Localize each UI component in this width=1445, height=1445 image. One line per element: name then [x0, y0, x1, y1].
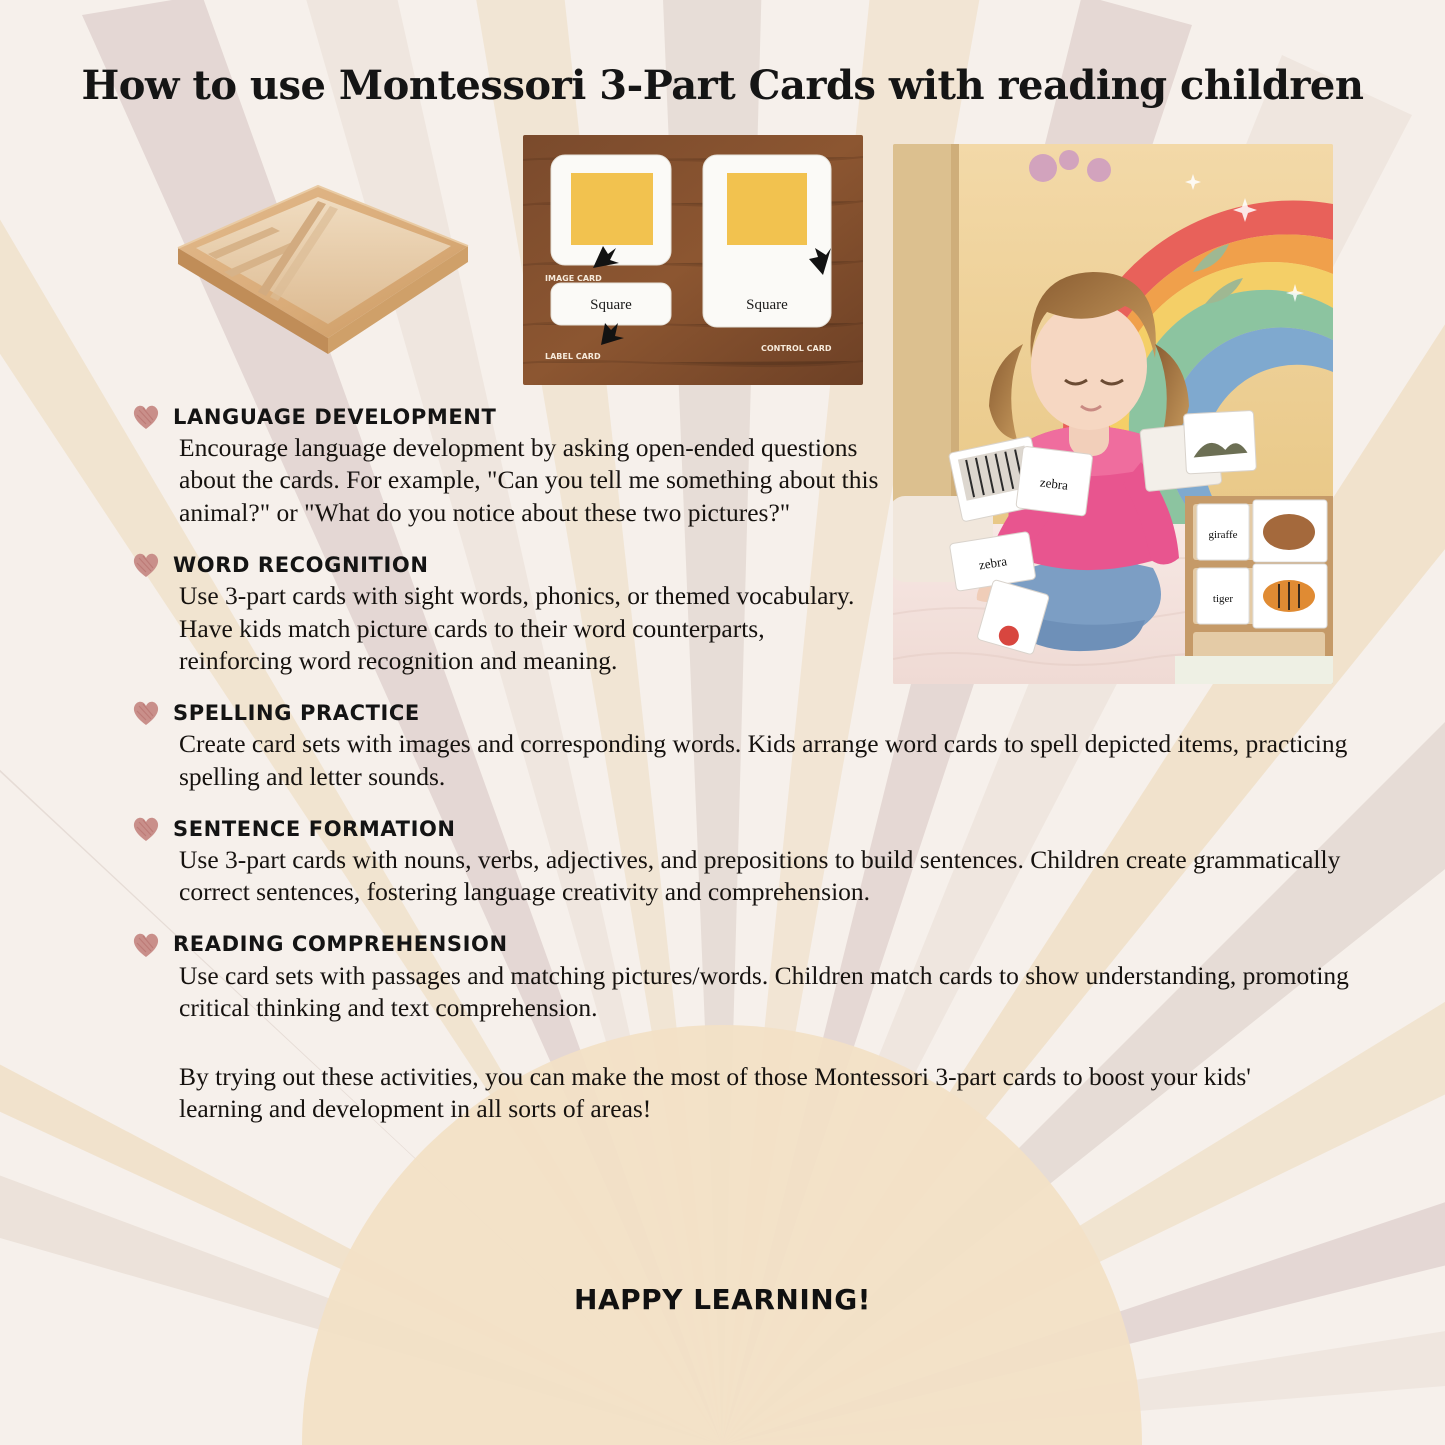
content-sections [131, 403, 1356, 1125]
svg-text:zebra: zebra [977, 553, 1008, 573]
section-heading [131, 403, 1356, 430]
heart-icon [131, 932, 161, 959]
page-title: How to use Montessori 3-Part Cards with reading children [81, 62, 1364, 109]
section-heading [131, 815, 1356, 842]
section-body: Use 3-part cards with nouns, verbs, adjectives, and prepositions to build sentences. Children create grammatically correct sentences, fostering language creativity and comprehension. [179, 845, 1341, 907]
svg-text:LABEL CARD: LABEL CARD [545, 352, 601, 361]
wooden-sorting-tray-photo [168, 168, 478, 358]
section-spelling-practice [131, 699, 1356, 793]
section-title: READING COMPREHENSION [173, 932, 508, 957]
section-title: LANGUAGE DEVELOPMENT [173, 404, 497, 429]
section-reading-comprehension [131, 931, 1356, 1025]
svg-text:IMAGE CARD: IMAGE CARD [545, 274, 602, 283]
section-title: WORD RECOGNITION [173, 552, 429, 577]
section-word-recognition [131, 551, 1356, 677]
section-heading [131, 551, 1356, 578]
heart-icon [131, 816, 161, 843]
section-sentence-formation [131, 815, 1356, 909]
three-part-card-diagram [523, 135, 863, 385]
happy-learning-footer: HAPPY LEARNING! [574, 1283, 871, 1316]
section-body: Use card sets with passages and matching pictures/words. Children match cards to show understanding, promoting critical thinking and text comprehension. [179, 960, 1349, 1023]
section-title: SENTENCE FORMATION [173, 816, 456, 841]
section-heading [131, 699, 1356, 726]
svg-text:zebra: zebra [1039, 474, 1069, 493]
heart-icon [131, 404, 161, 431]
heart-icon [131, 700, 161, 727]
svg-text:Square: Square [746, 297, 788, 313]
section-language-development [131, 403, 1356, 529]
svg-text:CONTROL CARD: CONTROL CARD [761, 344, 832, 353]
section-body: Create card sets with images and corresponding words. Kids arrange word cards to spell depicted items, practicing spelling and letter sounds. [179, 729, 1348, 791]
svg-text:Square: Square [590, 297, 632, 313]
section-heading [131, 931, 1356, 958]
heart-icon [131, 552, 161, 579]
svg-text:tiger: tiger [1212, 593, 1234, 605]
svg-text:giraffe: giraffe [1208, 529, 1238, 541]
section-body: Encourage language development by asking open-ended questions about the cards. For example, "Can you tell me something about this animal?" or "What do you notice about these two pictures?" [179, 433, 879, 527]
section-body: Use 3-part cards with sight words, phonics, or themed vocabulary. Have kids match picture cards to their word counterparts, reinforcing word recognition and meaning. [179, 581, 855, 675]
closing-paragraph: By trying out these activities, you can make the most of those Montessori 3-part cards to boost your kids' learning and development in all sorts of areas! [179, 1061, 1251, 1123]
section-title: SPELLING PRACTICE [173, 700, 420, 725]
